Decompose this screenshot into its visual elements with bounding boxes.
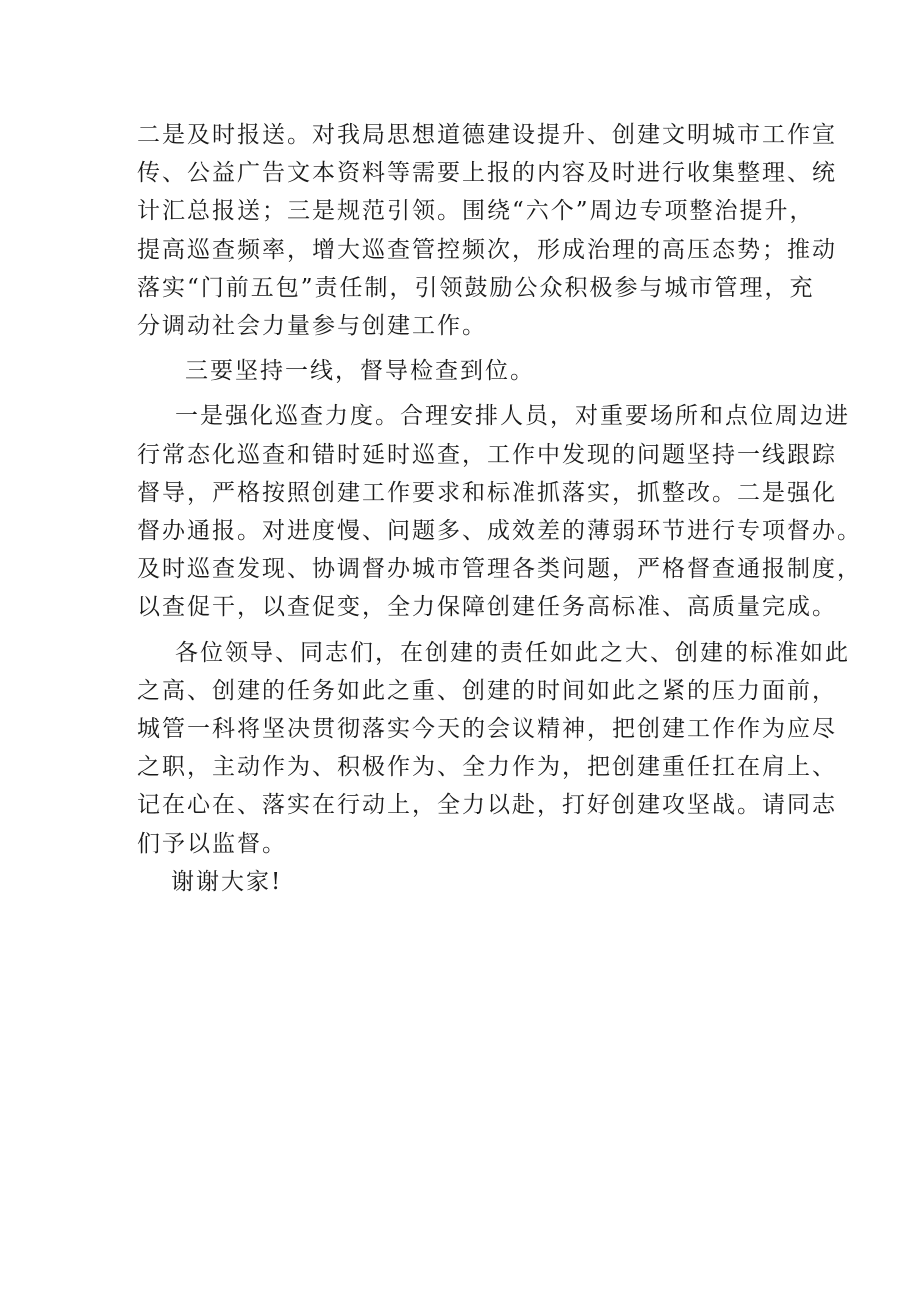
text-line: 各位领导、同志们，在创建的责任如此之大、创建的标准如此	[175, 639, 850, 666]
text-line: 分调动社会力量参与创建工作。	[137, 313, 487, 340]
document-body	[137, 116, 862, 901]
text-line: 以查促干，以查促变，全力保障创建任务高标准、高质量完成。	[137, 594, 837, 621]
text-line: 及时巡查发现、协调督办城市管理各类问题，严格督查通报制度，	[137, 556, 862, 583]
text-line: 三要坚持一线，督导检查到位。	[185, 358, 535, 385]
paragraph-thanks	[137, 863, 805, 901]
paragraph-closing-remarks	[137, 634, 850, 863]
text-line: 提高巡查频率，增大巡查管控频次，形成治理的高压态势；推动	[137, 236, 837, 263]
text-line: 记在心在、落实在行动上，全力以赴，打好创建攻坚战。请同志	[137, 792, 837, 819]
paragraph-inspection	[137, 397, 862, 626]
text-line: 计汇总报送；三是规范引领。围绕“六个”周边专项整治提升，	[137, 198, 815, 225]
text-line: 督办通报。对进度慢、问题多、成效差的薄弱环节进行专项督办。	[137, 518, 862, 545]
text-line: 督导，严格按照创建工作要求和标准抓落实，抓整改。二是强化	[137, 479, 837, 506]
section-heading-frontline	[137, 352, 805, 390]
text-line: 传、公益广告文本资料等需要上报的内容及时进行收集整理、统	[137, 160, 837, 187]
paragraph-reporting	[137, 116, 837, 345]
text-line: 谢谢大家!	[171, 868, 283, 895]
text-line: 们予以监督。	[137, 830, 287, 857]
text-line: 之职，主动作为、积极作为、全力作为，把创建重任扛在肩上、	[137, 754, 837, 781]
text-line: 一是强化巡查力度。合理安排人员，对重要场所和点位周边进	[175, 403, 850, 430]
text-line: 之高、创建的任务如此之重、创建的时间如此之紧的压力面前，	[137, 677, 837, 704]
text-line: 二是及时报送。对我局思想道德建设提升、创建文明城市工作宣	[137, 122, 837, 148]
text-line: 城管一科将坚决贯彻落实今天的会议精神，把创建工作作为应尽	[137, 716, 837, 743]
text-line: 落实“门前五包”责任制，引领鼓励公众积极参与城市管理，充	[137, 274, 815, 301]
text-line: 行常态化巡查和错时延时巡查，工作中发现的问题坚持一线跟踪	[137, 441, 837, 468]
